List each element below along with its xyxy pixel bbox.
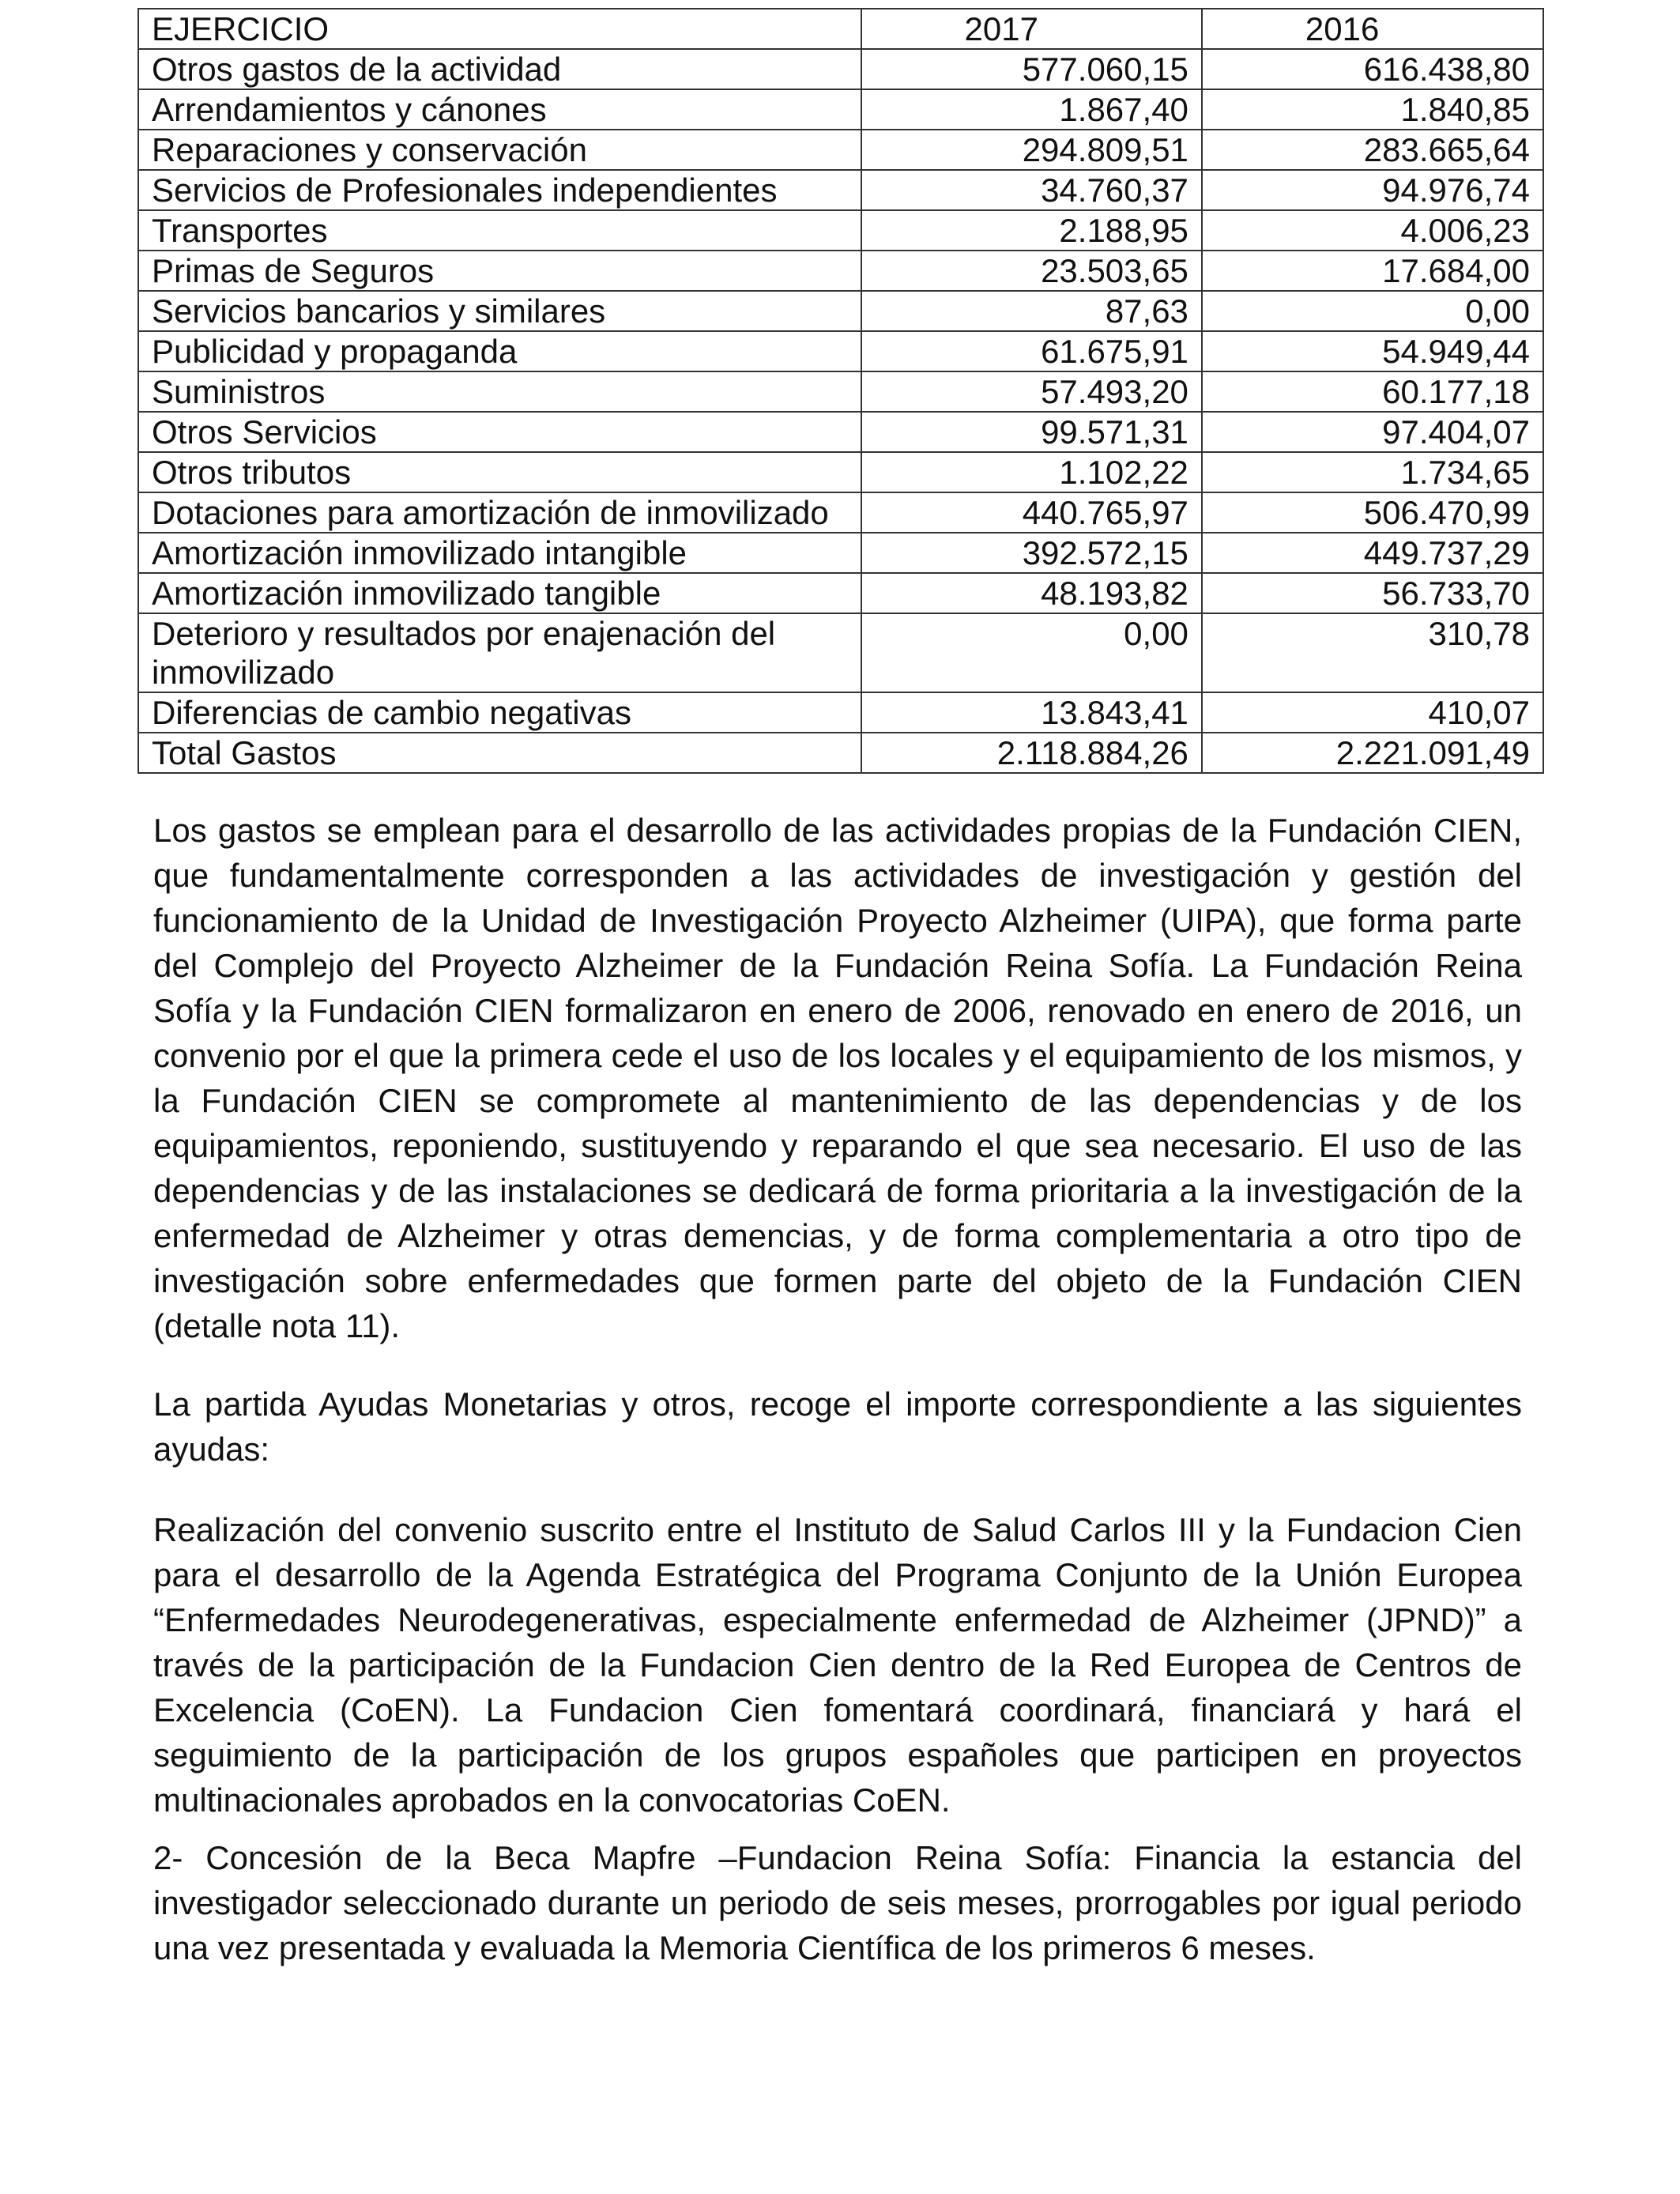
table-row	[138, 331, 1543, 371]
row-value-2016: 616.438,80	[1202, 49, 1543, 89]
table-row	[138, 170, 1543, 210]
row-concept: Total Gastos	[138, 733, 861, 773]
header-year-2016: 2016	[1202, 9, 1543, 49]
row-value-2017: 99.571,31	[861, 412, 1202, 452]
row-value-2016: 310,78	[1202, 613, 1543, 692]
table-row	[138, 452, 1543, 492]
row-value-2017: 61.675,91	[861, 331, 1202, 371]
row-concept: Reparaciones y conservación	[138, 130, 861, 170]
row-value-2017: 87,63	[861, 291, 1202, 331]
row-concept: Servicios bancarios y similares	[138, 291, 861, 331]
table-row	[138, 210, 1543, 251]
row-value-2017: 440.765,97	[861, 492, 1202, 533]
row-value-2017: 57.493,20	[861, 371, 1202, 412]
table-row	[138, 412, 1543, 452]
row-value-2017: 2.118.884,26	[861, 733, 1202, 773]
row-concept: Primas de Seguros	[138, 251, 861, 291]
row-concept: Diferencias de cambio negativas	[138, 692, 861, 733]
table-header-row	[138, 9, 1543, 49]
row-concept: Otros tributos	[138, 452, 861, 492]
header-year-2017: 2017	[861, 9, 1202, 49]
table-row	[138, 692, 1543, 733]
table-row	[138, 130, 1543, 170]
row-value-2016: 97.404,07	[1202, 412, 1543, 452]
row-value-2017: 23.503,65	[861, 251, 1202, 291]
row-concept: Dotaciones para amortización de inmovilizado	[138, 492, 861, 533]
row-concept: Suministros	[138, 371, 861, 412]
table-row	[138, 89, 1543, 130]
row-value-2016: 56.733,70	[1202, 573, 1543, 613]
row-concept: Otros gastos de la actividad	[138, 49, 861, 89]
table-row	[138, 291, 1543, 331]
row-value-2016: 4.006,23	[1202, 210, 1543, 251]
table-row	[138, 371, 1543, 412]
row-value-2016: 506.470,99	[1202, 492, 1543, 533]
row-value-2017: 0,00	[861, 613, 1202, 692]
row-value-2017: 13.843,41	[861, 692, 1202, 733]
row-value-2017: 392.572,15	[861, 533, 1202, 573]
row-value-2017: 34.760,37	[861, 170, 1202, 210]
paragraph-beca-mapfre: 2- Concesión de la Beca Mapfre –Fundacion Reina Sofía: Financia la estancia del investigador seleccionado durante un periodo de seis meses, prorrogables por igual periodo una vez presentada y evaluada la Memoria Científica de los primeros 6 meses.	[153, 1839, 1522, 1966]
row-value-2017: 294.809,51	[861, 130, 1202, 170]
table-row	[138, 251, 1543, 291]
table-row	[138, 733, 1543, 773]
row-concept: Otros Servicios	[138, 412, 861, 452]
row-concept: Amortización inmovilizado intangible	[138, 533, 861, 573]
row-concept: Transportes	[138, 210, 861, 251]
row-value-2016: 283.665,64	[1202, 130, 1543, 170]
row-value-2016: 60.177,18	[1202, 371, 1543, 412]
row-value-2017: 48.193,82	[861, 573, 1202, 613]
row-value-2016: 54.949,44	[1202, 331, 1543, 371]
paragraph-convenio: Realización del convenio suscrito entre el Instituto de Salud Carlos III y la Fundacion Cien para el desarrollo de la Agenda Estratégica del Programa Conjunto de la Unión Europea “Enfermedades Neurodegenerativas, especialmente enfermedad de Alzheimer (JPND)” a través de la participación de la Fundacion Cien dentro de la Red Europea de Centros de Excelencia (CoEN). La Fundacion Cien fomentará coordinará, financiará y hará el seguimiento de la participación de los grupos españoles que participen en proyectos multinacionales aprobados en la convocatorias CoEN.	[153, 1511, 1522, 1819]
row-value-2016: 449.737,29	[1202, 533, 1543, 573]
table-row	[138, 492, 1543, 533]
table-row	[138, 613, 1543, 692]
table-row	[138, 533, 1543, 573]
row-value-2016: 94.976,74	[1202, 170, 1543, 210]
paragraph-ayudas-intro: La partida Ayudas Monetarias y otros, recoge el importe correspondiente a las siguientes ayudas:	[153, 1385, 1522, 1468]
expenses-table	[137, 8, 1544, 774]
row-value-2017: 1.102,22	[861, 452, 1202, 492]
header-concept: EJERCICIO	[138, 9, 861, 49]
row-value-2016: 0,00	[1202, 291, 1543, 331]
row-value-2016: 1.734,65	[1202, 452, 1543, 492]
row-concept: Arrendamientos y cánones	[138, 89, 861, 130]
row-value-2017: 1.867,40	[861, 89, 1202, 130]
row-concept: Amortización inmovilizado tangible	[138, 573, 861, 613]
row-value-2016: 1.840,85	[1202, 89, 1543, 130]
table-row	[138, 573, 1543, 613]
row-value-2017: 2.188,95	[861, 210, 1202, 251]
row-value-2016: 17.684,00	[1202, 251, 1543, 291]
paragraph-gastos: Los gastos se emplean para el desarrollo de las actividades propias de la Fundación CIEN, que fundamentalmente corresponden a las actividades de investigación y gestión del funcionamiento de la Unidad de Investigación Proyecto Alzheimer (UIPA), que forma parte del Complejo del Proyecto Alzheimer de la Fundación Reina Sofía. La Fundación Reina Sofía y la Fundación CIEN formalizaron en enero de 2006, renovado en enero de 2016, un convenio por el que la primera cede el uso de los locales y el equipamiento de los mismos, y la Fundación CIEN se compromete al mantenimiento de las dependencias y de los equipamientos, reponiendo, sustituyendo y reparando el que sea necesario. El uso de las dependencias y de las instalaciones se dedicará de forma prioritaria a la investigación de la enfermedad de Alzheimer y otras demencias, y de forma complementaria a otro tipo de investigación sobre enfermedades que formen parte del objeto de la Fundación CIEN (detalle nota 11).	[153, 812, 1522, 1344]
table-row	[138, 49, 1543, 89]
row-value-2017: 577.060,15	[861, 49, 1202, 89]
row-value-2016: 410,07	[1202, 692, 1543, 733]
row-value-2016: 2.221.091,49	[1202, 733, 1543, 773]
row-concept: Publicidad y propaganda	[138, 331, 861, 371]
row-concept: Servicios de Profesionales independientes	[138, 170, 861, 210]
row-concept: Deterioro y resultados por enajenación del inmovilizado	[138, 613, 861, 692]
